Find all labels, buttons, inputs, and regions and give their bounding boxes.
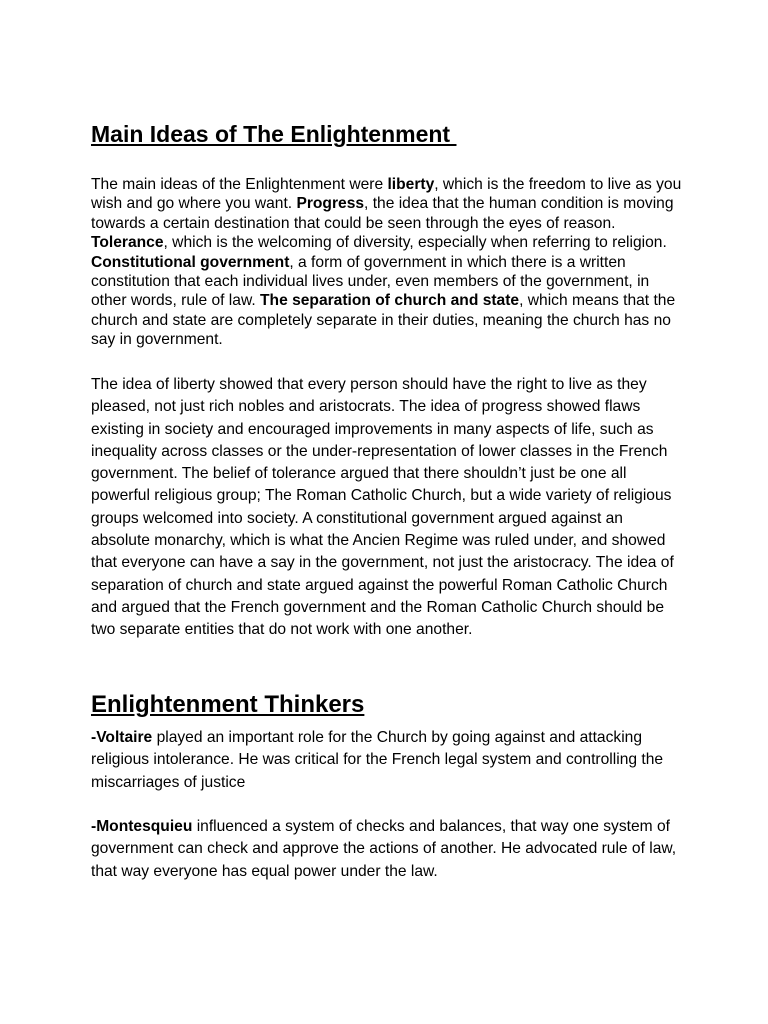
thinker-name: -Voltaire xyxy=(91,729,153,746)
term-separation-church-state: The separation of church and state xyxy=(260,292,520,310)
intro-text-5: , a form of government in which there is a written constitution that each individual lives under, even members of the government, in other words, rule of law. xyxy=(91,253,650,310)
intro-text-4: , which is the welcoming of diversity, especially when referring to religion. xyxy=(163,234,667,252)
intro-text-2: , which is the freedom to live as you wish and go where you want. xyxy=(91,176,682,213)
thinker-name: -Montesquieu xyxy=(91,818,193,835)
intro-paragraph xyxy=(91,175,683,350)
thinker-voltaire xyxy=(91,727,683,794)
term-tolerance: Tolerance xyxy=(91,234,164,252)
intro-text-1: The main ideas of the Enlightenment were xyxy=(91,176,388,193)
term-constitutional-government: Constitutional government xyxy=(91,253,290,271)
body-paragraph: The idea of liberty showed that every person should have the right to live as they pleased, not just rich nobles and aristocrats. The idea of progress showed flaws existing in society and encouraged improvements in many aspects of life, such as inequality across classes or the under-representation of lower classes in the French government. The belief of tolerance argued that there shouldn’t just be one all powerful religious group; The Roman Catholic Church, but a wide variety of religious groups welcomed into society. A constitutional government argued against an absolute monarchy, which is what the Ancien Regime was ruled under, and showed that everyone can have a say in the government, not just the aristocracy. The idea of separation of church and state argued against the powerful Roman Catholic Church and argued that the French government and the Roman Catholic Church should be two separate entities that do not work with one another. xyxy=(91,376,674,639)
thinker-montesquieu xyxy=(91,816,683,883)
term-liberty: liberty xyxy=(387,176,435,193)
intro-text-3: , the idea that the human condition is moving towards a certain destination that could be seen through the eyes of reason. xyxy=(91,195,674,232)
term-progress: Progress xyxy=(296,195,365,213)
thinker-description: played an important role for the Church by going against and attacking religious intolerance. He was critical for the French legal system and controlling the miscarriages of justice xyxy=(91,729,664,791)
thinker-description: influenced a system of checks and balances, that way one system of government can check and approve the actions of another. He advocated rule of law, that way everyone has equal power under the law. xyxy=(91,818,677,880)
main-heading: Main Ideas of The Enlightenment xyxy=(91,121,457,147)
thinkers-heading: Enlightenment Thinkers xyxy=(91,691,365,718)
intro-text-6: , which means that the church and state are completely separate in their duties, meaning the church has no say in government. xyxy=(91,292,676,349)
